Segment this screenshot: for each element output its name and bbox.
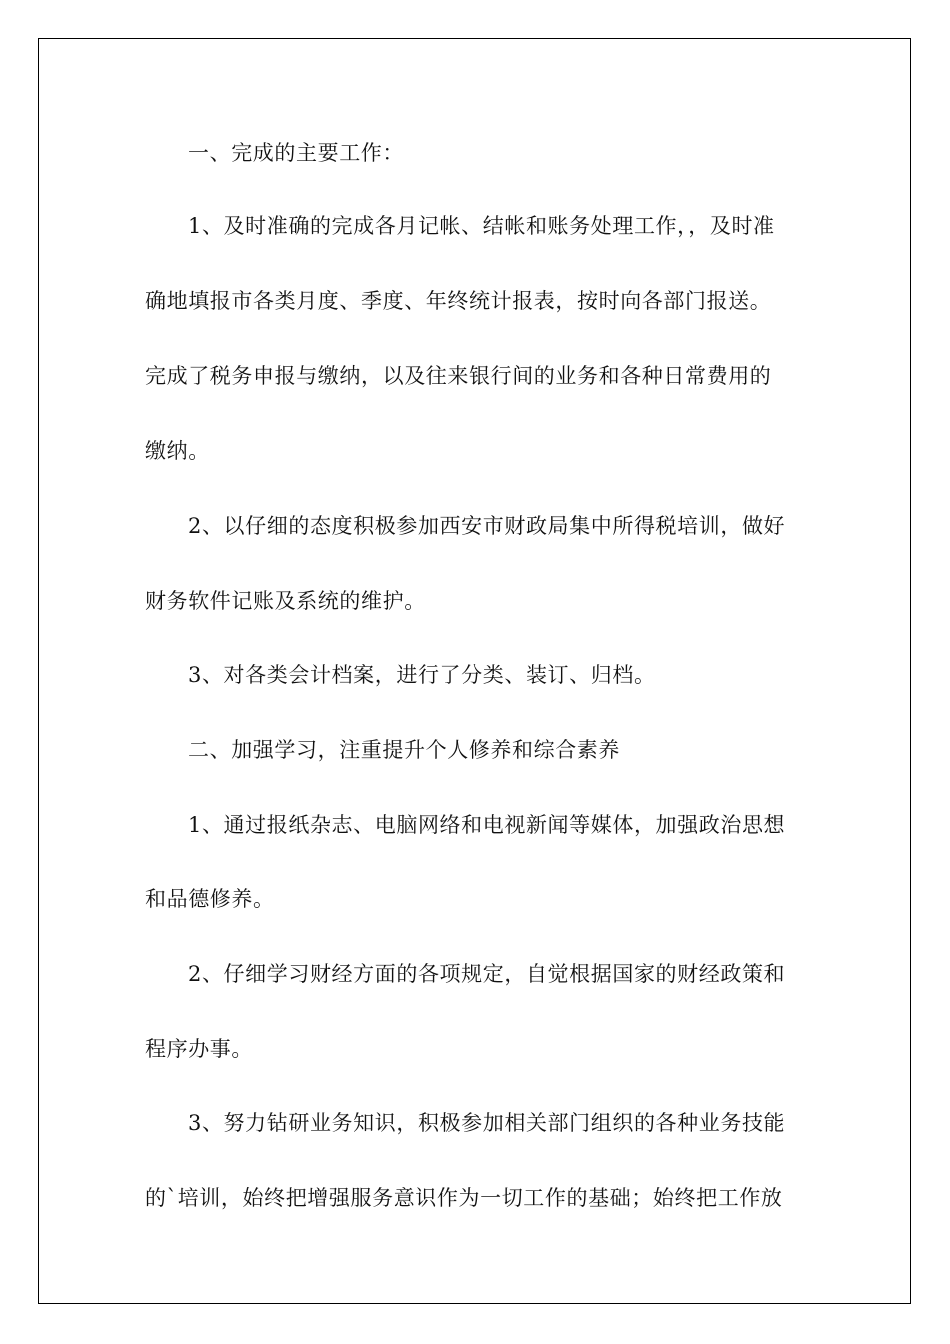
paragraph-line: 3、努力钻研业务知识，积极参加相关部门组织的各种业务技能	[188, 1111, 786, 1135]
paragraph-line: 1、通过报纸杂志、电脑网络和电视新闻等媒体，加强政治思想	[188, 813, 786, 837]
paragraph-line: 财务软件记账及系统的维护。	[145, 589, 426, 613]
paragraph-line: 1、及时准确的完成各月记帐、结帐和账务处理工作，，及时准	[188, 214, 775, 238]
section-heading-2: 二、加强学习，注重提升个人修养和综合素养	[188, 738, 620, 762]
paragraph-line: 程序办事。	[145, 1037, 253, 1061]
paragraph-line: 和品德修养。	[145, 887, 275, 911]
paragraph-line: 2、仔细学习财经方面的各项规定，自觉根据国家的财经政策和	[188, 962, 786, 986]
paragraph-line: 确地填报市各类月度、季度、年终统计报表，按时向各部门报送。	[145, 289, 772, 313]
paragraph-line: 缴纳。	[145, 439, 210, 463]
section-heading-1: 一、完成的主要工作：	[188, 141, 404, 165]
paragraph-line: 3、对各类会计档案，进行了分类、装订、归档。	[188, 663, 656, 687]
paragraph-line: 2、以仔细的态度积极参加西安市财政局集中所得税培训，做好	[188, 514, 786, 538]
paragraph-line: 完成了税务申报与缴纳，以及往来银行间的业务和各种日常费用的	[145, 364, 772, 388]
paragraph-line: 的`培训，始终把增强服务意识作为一切工作的基础；始终把工作放	[145, 1186, 783, 1210]
